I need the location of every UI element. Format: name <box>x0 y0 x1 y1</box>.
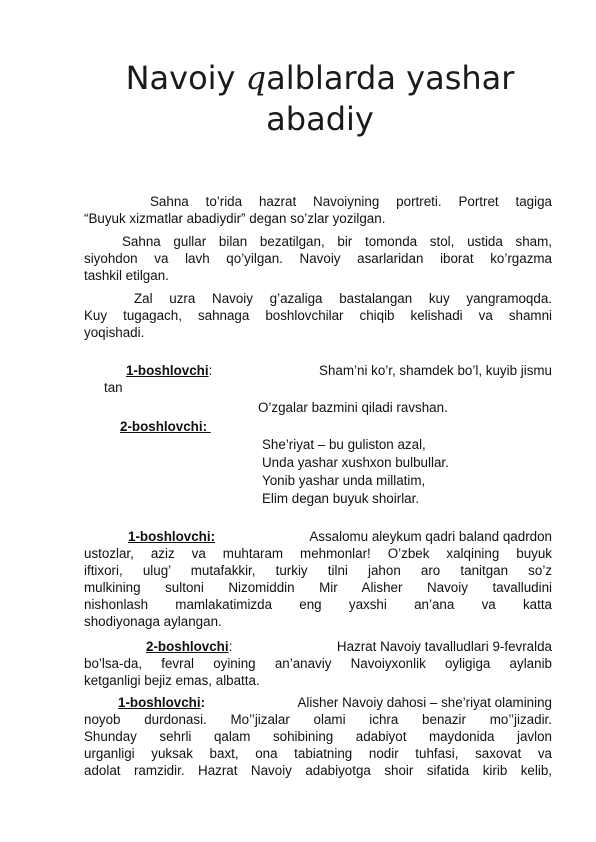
dialog-line: urganligi yuksak baxt, ona tabiatning nodir tuhfasi, saxovat va <box>84 746 552 761</box>
dialog-line: tan <box>104 380 123 395</box>
title-italic-q: q <box>245 59 267 97</box>
dialog-line: ketganligi bejiz emas, albatta. <box>84 673 260 688</box>
stage-direction-line: yoqishadi. <box>84 325 145 340</box>
speaker-label: 1-boshlovchi <box>126 363 209 378</box>
document-title <box>80 58 560 140</box>
dialog-line: mulkining sultoni Nizomiddin Mir Alisher Navoiy tavalludini <box>84 580 552 595</box>
dialog-line: Hazrat Navoiy tavalludlari 9-fevralda <box>336 639 552 654</box>
speaker-label: 2-boshlovchi <box>146 639 229 654</box>
stage-direction-line: Kuy tugagach, sahnaga boshlovchilar chiqib kelishadi va shamni <box>84 308 552 323</box>
dialog-line: noyob durdonasi. Mo’’jizalar olami ichra benazir mo’’jizadir. <box>84 712 552 727</box>
verse-line: Elim degan buyuk shoirlar. <box>262 491 420 506</box>
dialog-line: bo’lsa-da, fevral oyining an’anaviy Navoiyxonlik oyligiga aylanib <box>84 656 552 671</box>
dialog-line: Shunday sehrli qalam sohibining adabiyot maydonida javlon <box>84 729 552 744</box>
title-part-1: Navoiy <box>125 59 246 97</box>
speaker-label: 2-boshlovchi: <box>120 419 208 434</box>
dialog-line: Alisher Navoiy dahosi – she’riyat olamining <box>297 695 552 710</box>
title-line-2: abadiy <box>266 100 374 138</box>
dialog-line: adolat ramzidir. Hazrat Navoiy adabiyotga shoir sifatida kirib kelib, <box>84 763 552 778</box>
stage-direction-line: Zal uzra Navoiy g’azaliga bastalangan kuy yangramoqda. <box>134 291 552 306</box>
speaker-label: 1-boshlovchi <box>118 695 201 710</box>
stage-direction-line: Sahna to’rida hazrat Navoiyning portreti. Portret tagiga <box>150 194 552 209</box>
dialog-line: Assalomu aleykum qadri baland qadrdon <box>309 529 552 544</box>
dialog-line: shodiyonaga aylangan. <box>84 614 222 629</box>
stage-direction-line: “Buyuk xizmatlar abadiydir” degan so’zlar yozilgan. <box>84 211 386 226</box>
stage-direction-line: tashkil etilgan. <box>84 268 169 283</box>
speaker-label: 1-boshlovchi: <box>128 529 216 544</box>
dialog-line: nishonlash mamlakatimizda eng yaxshi an’ana va katta <box>84 597 552 612</box>
dialog-line: Sham’ni ko’r, shamdek bo’l, kuyib jismu <box>319 363 552 378</box>
dialog-line: O’zgalar bazmini qiladi ravshan. <box>258 400 448 415</box>
dialog-line: iftixori, ulug’ mutafakkir, turkiy tilni jahon aro tanitgan so’z <box>84 563 552 578</box>
title-part-2: alblarda yashar <box>266 59 515 97</box>
dialog-line <box>120 418 588 435</box>
stage-direction-line: Sahna gullar bilan bezatilgan, bir tomonda stol, ustida sham, <box>122 234 552 249</box>
speaker-colon: : <box>200 695 206 710</box>
speaker-colon: : <box>228 639 233 654</box>
verse-line: Unda yashar xushxon bulbullar. <box>262 455 449 470</box>
stage-direction-line: siyohdon va lavh qo’yilgan. Navoiy asarlaridan iborat ko’rgazma <box>84 251 552 266</box>
dialog-line: ustozlar, aziz va muhtaram mehmonlar! O’zbek xalqining buyuk <box>84 546 552 561</box>
speaker-colon: : <box>208 363 213 378</box>
verse-line: She’riyat – bu guliston azal, <box>262 437 426 452</box>
underline-tab <box>207 418 257 435</box>
verse-line: Yonib yashar unda millatim, <box>262 473 426 488</box>
